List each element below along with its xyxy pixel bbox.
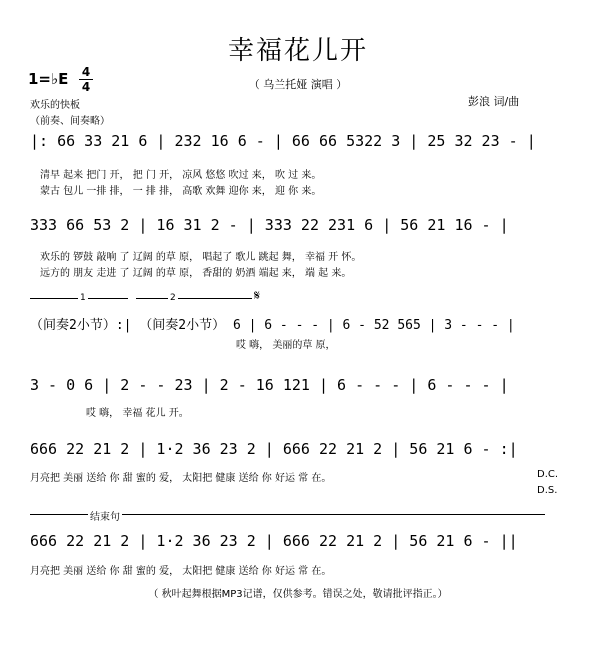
time-signature (79, 66, 93, 93)
system-1-lyric-1: 清早 起来 把门 开， 把 门 开， 凉风 悠悠 吹过 来， 吹 过 来。 (40, 170, 322, 181)
volta-2-line (136, 298, 252, 299)
time-signature-bottom: 4 (81, 80, 91, 94)
system-2-lyric-2: 远方的 朋友 走进 了 辽阔 的草 原， 香甜的 奶酒 端起 来， 端 起 来。 (40, 268, 352, 279)
system-2-notes: 333 66 53 2 | 16 31 2 - | 333 22 231 6 | 56 21 16 - | (30, 216, 509, 234)
system-2-lyric-1: 欢乐的 锣鼓 敲响 了 辽阔 的草 原， 唱起了 歌儿 跳起 舞， 幸福 开 怀。 (40, 252, 362, 263)
ds-marking: D.S. (537, 485, 558, 496)
volta-1-label: 1 (80, 293, 86, 303)
system-1-notes: |: 66 33 21 6 | 232 16 6 - | 66 66 5322 3 | 25 32 23 - | (30, 132, 536, 150)
coda-label: 结束句 (88, 508, 122, 523)
intro-note: （前奏、间奏略） (30, 116, 110, 127)
system-5-lyric: 月亮把 美丽 送给 你 甜 蜜的 爱， 太阳把 健康 送给 你 好运 常 在。 (30, 473, 332, 484)
system-4-lyric: 哎 嗨， 幸福 花儿 开。 (86, 408, 189, 419)
system-4-notes: 3 - 0 6 | 2 - - 23 | 2 - 16 121 | 6 - - - | 6 - - - | (30, 376, 509, 394)
system-5-notes: 666 22 21 2 | 1·2 36 23 2 | 666 22 21 2 | 56 21 6 - :| (30, 440, 518, 458)
time-signature-top: 4 (81, 65, 91, 79)
dc-marking: D.C. (537, 469, 559, 480)
key-signature: 1=♭E (28, 70, 69, 88)
system-6-notes: 666 22 21 2 | 1·2 36 23 2 | 666 22 21 2 | 56 21 6 - || (30, 532, 518, 550)
volta-2-label: 2 (170, 293, 176, 303)
system-1-lyric-2: 蒙古 包儿 一排 排， 一 排 排， 高歌 欢舞 迎你 来， 迎 你 来。 (40, 186, 322, 197)
footnote: （ 秋叶起舞根据MP3记谱，仅供参考。错误之处，敬请批评指正。） (148, 589, 448, 600)
system-6-lyric: 月亮把 美丽 送给 你 甜 蜜的 爱， 太阳把 健康 送给 你 好运 常 在。 (30, 566, 332, 577)
performer-credit: （ 乌兰托娅 演唱 ） (248, 78, 348, 91)
composer-credit: 彭浪 词/曲 (468, 95, 520, 108)
tempo-marking: 欢乐的快板 (30, 100, 80, 111)
song-title: 幸福花儿开 (227, 36, 368, 66)
system-3-lyric: 哎 嗨， 美丽的草 原， (236, 340, 336, 351)
system-3-notes: （间奏2小节）:| （间奏2小节） 6 | 6 - - - | 6 - 52 565 | 3 - - - | (30, 318, 515, 333)
segno-sign: 𝄋 (254, 288, 261, 304)
